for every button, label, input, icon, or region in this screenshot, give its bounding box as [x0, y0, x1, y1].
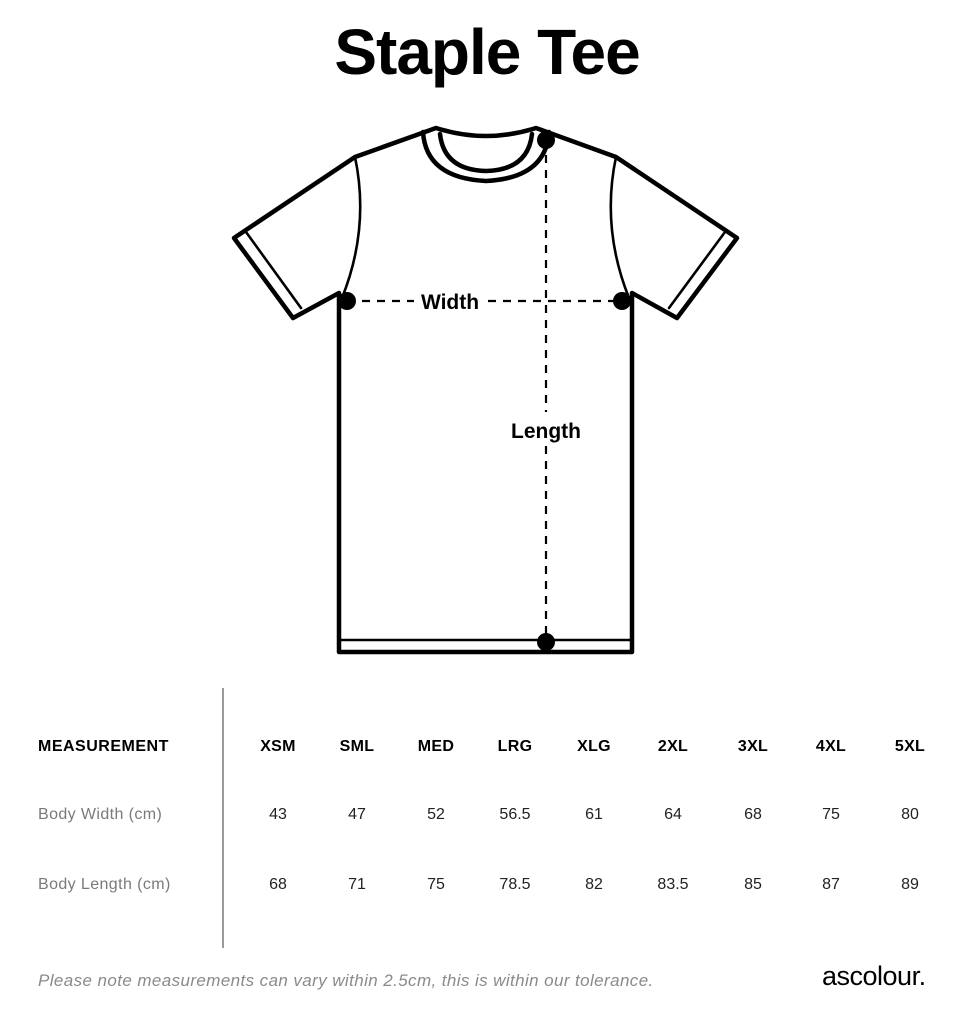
body-length-value: 68 [269, 876, 287, 893]
body-length-value: 85 [744, 876, 762, 893]
page-title: Staple Tee [334, 16, 640, 88]
body-width-value: 47 [348, 806, 366, 823]
size-header: 3XL [737, 738, 769, 755]
body-length-value: 75 [427, 876, 445, 893]
size-header: MED [417, 738, 455, 755]
body-length-value: 89 [901, 876, 919, 893]
body-width-label: Body Width (cm) [38, 806, 163, 823]
measurement-header: MEASUREMENT [38, 738, 169, 755]
body-length-value: 87 [822, 876, 840, 893]
left-sleeve-cuff [246, 232, 301, 308]
neck-inner [440, 134, 532, 171]
body-length-label: Body Length (cm) [38, 876, 171, 893]
right-armhole-seam [611, 157, 629, 298]
left-armhole-seam [342, 157, 360, 298]
length-dot-top [537, 131, 555, 149]
table-divider [222, 688, 224, 948]
body-length-value: 83.5 [657, 876, 689, 893]
size-header: 4XL [815, 738, 847, 755]
size-header: LRG [497, 738, 533, 755]
length-dot-bottom [537, 633, 555, 651]
body-width-value: 43 [269, 806, 287, 823]
body-width-value: 56.5 [499, 806, 531, 823]
length-label: Length [511, 420, 581, 443]
width-label: Width [420, 291, 480, 314]
brand-logo: ascolour. [822, 961, 926, 991]
body-width-value: 64 [664, 806, 682, 823]
size-header: XLG [577, 738, 611, 755]
tshirt-outline [234, 128, 737, 652]
body-width-value: 52 [427, 806, 445, 823]
size-header: 5XL [894, 738, 926, 755]
body-width-value: 68 [744, 806, 762, 823]
width-dot-left [338, 292, 356, 310]
right-sleeve-cuff [669, 232, 725, 308]
body-width-value: 80 [901, 806, 919, 823]
size-header: 2XL [657, 738, 689, 755]
body-length-value: 71 [348, 876, 366, 893]
body-length-value: 82 [585, 876, 603, 893]
body-length-value: 78.5 [499, 876, 531, 893]
size-header: XSM [260, 738, 296, 755]
size-header: SML [339, 738, 375, 755]
body-width-value: 61 [585, 806, 603, 823]
body-width-value: 75 [822, 806, 840, 823]
tolerance-note: Please note measurements can vary within 2.5cm, this is within our tolerance. [38, 971, 654, 990]
width-dot-right [613, 292, 631, 310]
